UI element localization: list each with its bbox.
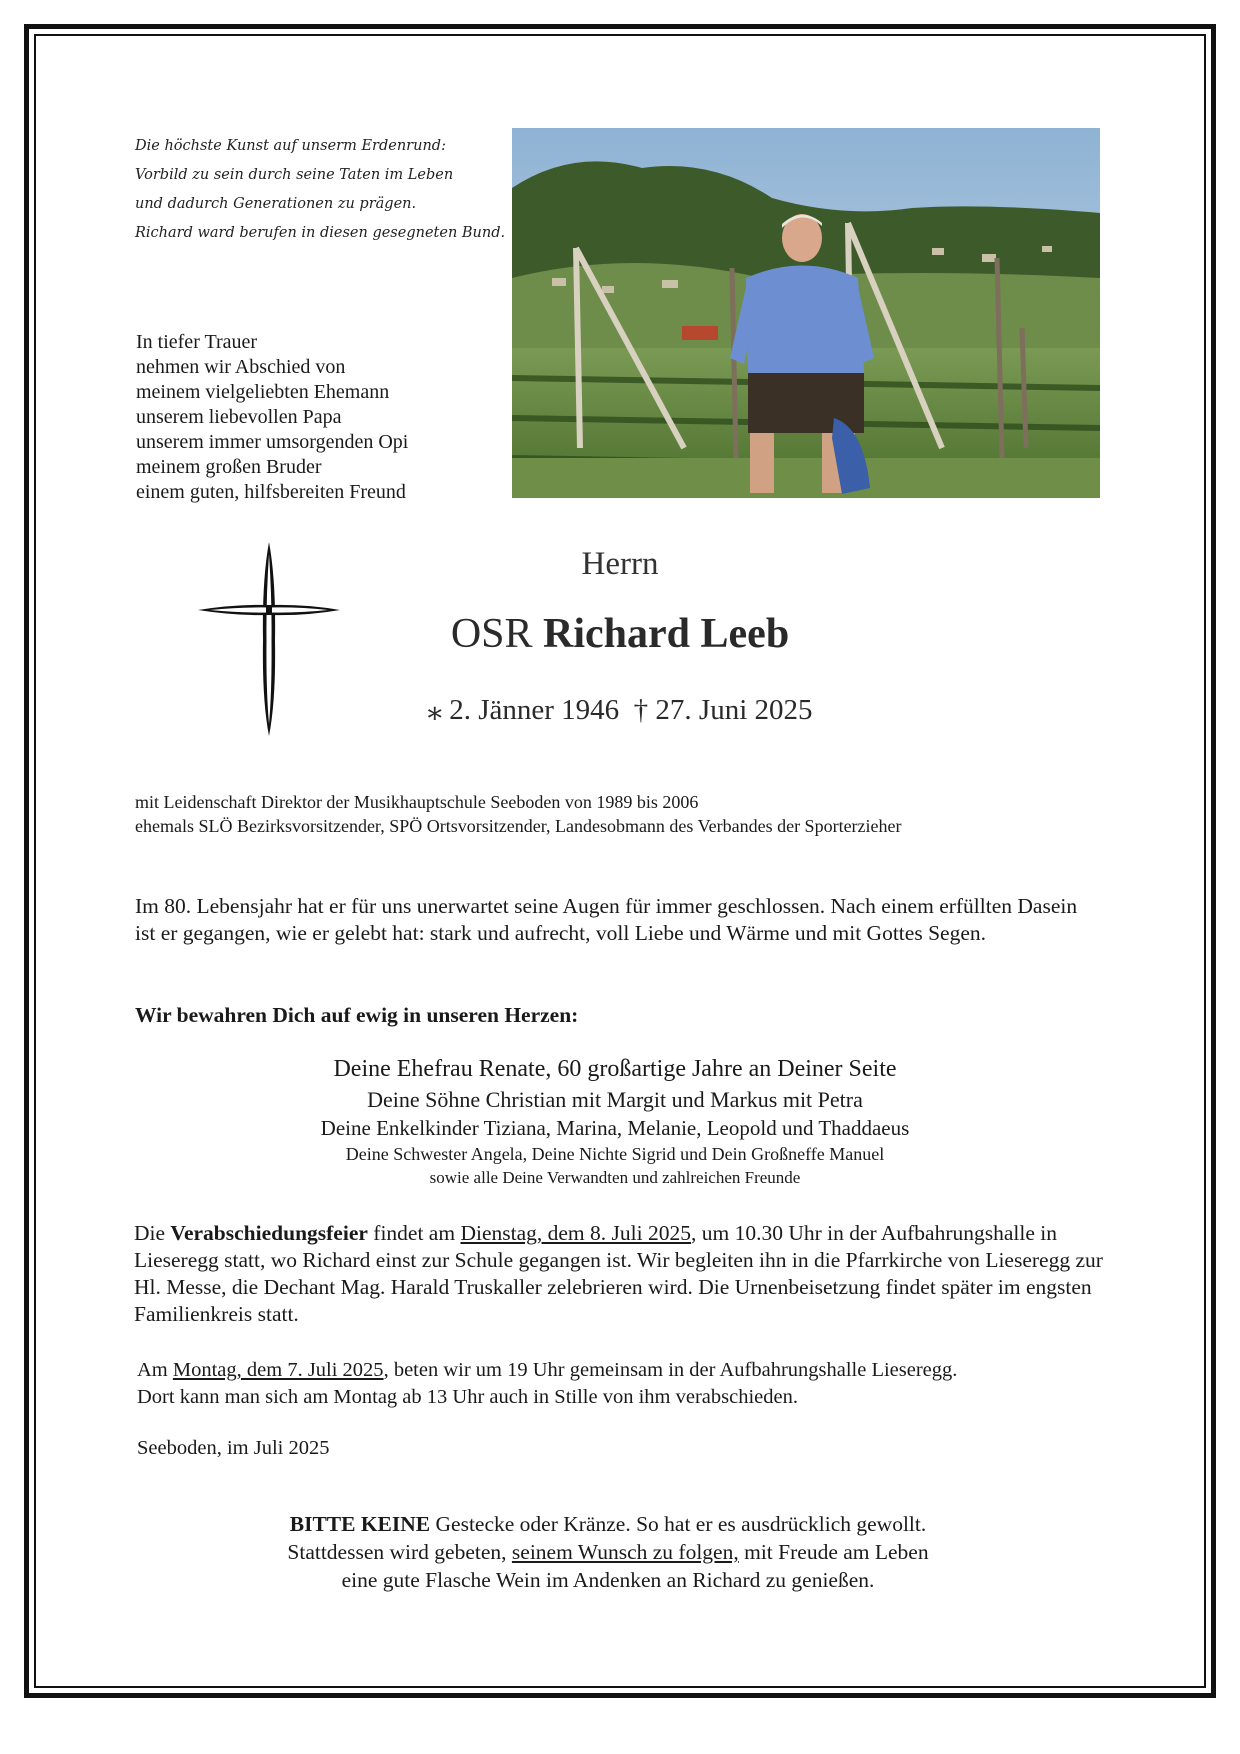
quote-line: Vorbild zu sein durch seine Taten im Leben (135, 167, 454, 183)
mourning-statement (136, 330, 408, 505)
family-line: Deine Ehefrau Renate, 60 großartige Jahre an Deiner Seite (333, 1056, 897, 1082)
mourning-line: unserem immer umsorgenden Opi (136, 431, 409, 453)
quote-line: und dadurch Generationen zu prägen. (135, 196, 417, 212)
life-dates (0, 692, 1240, 727)
vineyard-photo-illustration (512, 128, 1100, 498)
deceased-name (0, 610, 1240, 658)
request-line: eine gute Flasche Wein im Andenken an Richard zu genießen. (341, 1568, 875, 1592)
family-list (0, 1053, 1230, 1189)
remembrance-heading: Wir bewahren Dich auf ewig in unseren Herzen: (135, 1003, 579, 1027)
mourning-line: unserem liebevollen Papa (136, 406, 342, 428)
quote-line: Die höchste Kunst auf unserm Erdenrund: (135, 138, 446, 154)
birth-date: ⁎ 2. Jänner 1946 (427, 694, 620, 726)
mourning-line: einem guten, hilfsbereiten Freund (136, 481, 406, 503)
prayer-date: Montag, dem 7. Juli 2025 (172, 1359, 384, 1381)
mourning-line: In tiefer Trauer (136, 331, 258, 353)
obituary-paragraph: Im 80. Lebensjahr hat er für uns unerwartet seine Augen für immer geschlossen. Nach einem erfüllten Dasein ist er gegangen, wie er gelebt hat: stark und aufrecht, voll Liebe und Wärme und mit Gottes Segen. (135, 894, 1078, 945)
family-line: Deine Schwester Angela, Deine Nichte Sigrid und Dein Großneffe Manuel (345, 1144, 885, 1164)
death-date: † 27. Juni 2025 (633, 694, 813, 726)
wish-phrase: seinem Wunsch zu folgen, (511, 1540, 739, 1564)
academic-title: OSR (450, 611, 533, 657)
portrait-photo (512, 128, 1100, 498)
viewing-line: Dort kann man sich am Montag ab 13 Uhr auch in Stille von ihm verabschieden. (137, 1386, 798, 1408)
place-and-date: Seeboden, im Juli 2025 (137, 1437, 330, 1459)
request-emphasis: BITTE KEINE (289, 1512, 431, 1536)
role-line: ehemals SLÖ Bezirksvorsitzender, SPÖ Ortsvorsitzender, Landesobmann des Verbandes der Sporterzieher (135, 816, 902, 836)
salutation: Herrn (581, 546, 659, 582)
family-line: sowie alle Deine Verwandten und zahlreichen Freunde (429, 1168, 801, 1187)
farewell-ceremony-paragraph: Die Verabschiedungsfeier findet am Dienstag, dem 8. Juli 2025, um 10.30 Uhr in der Aufbahrungshalle in Lieseregg statt, wo Richard einst zur Schule gegangen ist. Wir begleiten ihn in die Pfarrkirche von Lieseregg zur Hl. Messe, die Dechant Mag. Harald Truskaller zelebrieren wird. Die Urnenbeisetzung findet später im engsten Familienkreis statt. (134, 1221, 1103, 1326)
family-line: Deine Enkelkinder Tiziana, Marina, Melanie, Leopold und Thaddaeus (320, 1116, 910, 1140)
career-roles (135, 790, 902, 838)
mourning-line: meinem vielgeliebten Ehemann (136, 381, 390, 403)
ceremony-date: Dienstag, dem 8. Juli 2025 (460, 1221, 691, 1245)
no-flowers-request: BITTE KEINE Gestecke oder Kränze. So hat er es ausdrücklich gewollt. Stattdessen wird gebeten, seinem Wunsch zu folgen, mit Freude am Leben eine gute Flasche Wein im Andenken an Richard zu genießen. (0, 1510, 1216, 1594)
ceremony-term: Verabschiedungsfeier (170, 1221, 368, 1245)
role-line: mit Leidenschaft Direktor der Musikhauptschule Seeboden von 1989 bis 2006 (135, 792, 699, 812)
prayer-paragraph: Am Montag, dem 7. Juli 2025, beten wir um 19 Uhr gemeinsam in der Aufbahrungshalle Lieseregg. Dort kann man sich am Montag ab 13 Uhr auch in Stille von ihm verabschieden. (137, 1357, 1097, 1411)
mourning-line: nehmen wir Abschied von (136, 356, 346, 378)
quote-line: Richard ward berufen in diesen gesegneten Bund. (135, 225, 506, 241)
full-name: Richard Leeb (543, 611, 790, 657)
family-line: Deine Söhne Christian mit Margit und Markus mit Petra (367, 1087, 863, 1112)
memorial-quote (135, 132, 506, 248)
mourning-line: meinem großen Bruder (136, 456, 322, 478)
